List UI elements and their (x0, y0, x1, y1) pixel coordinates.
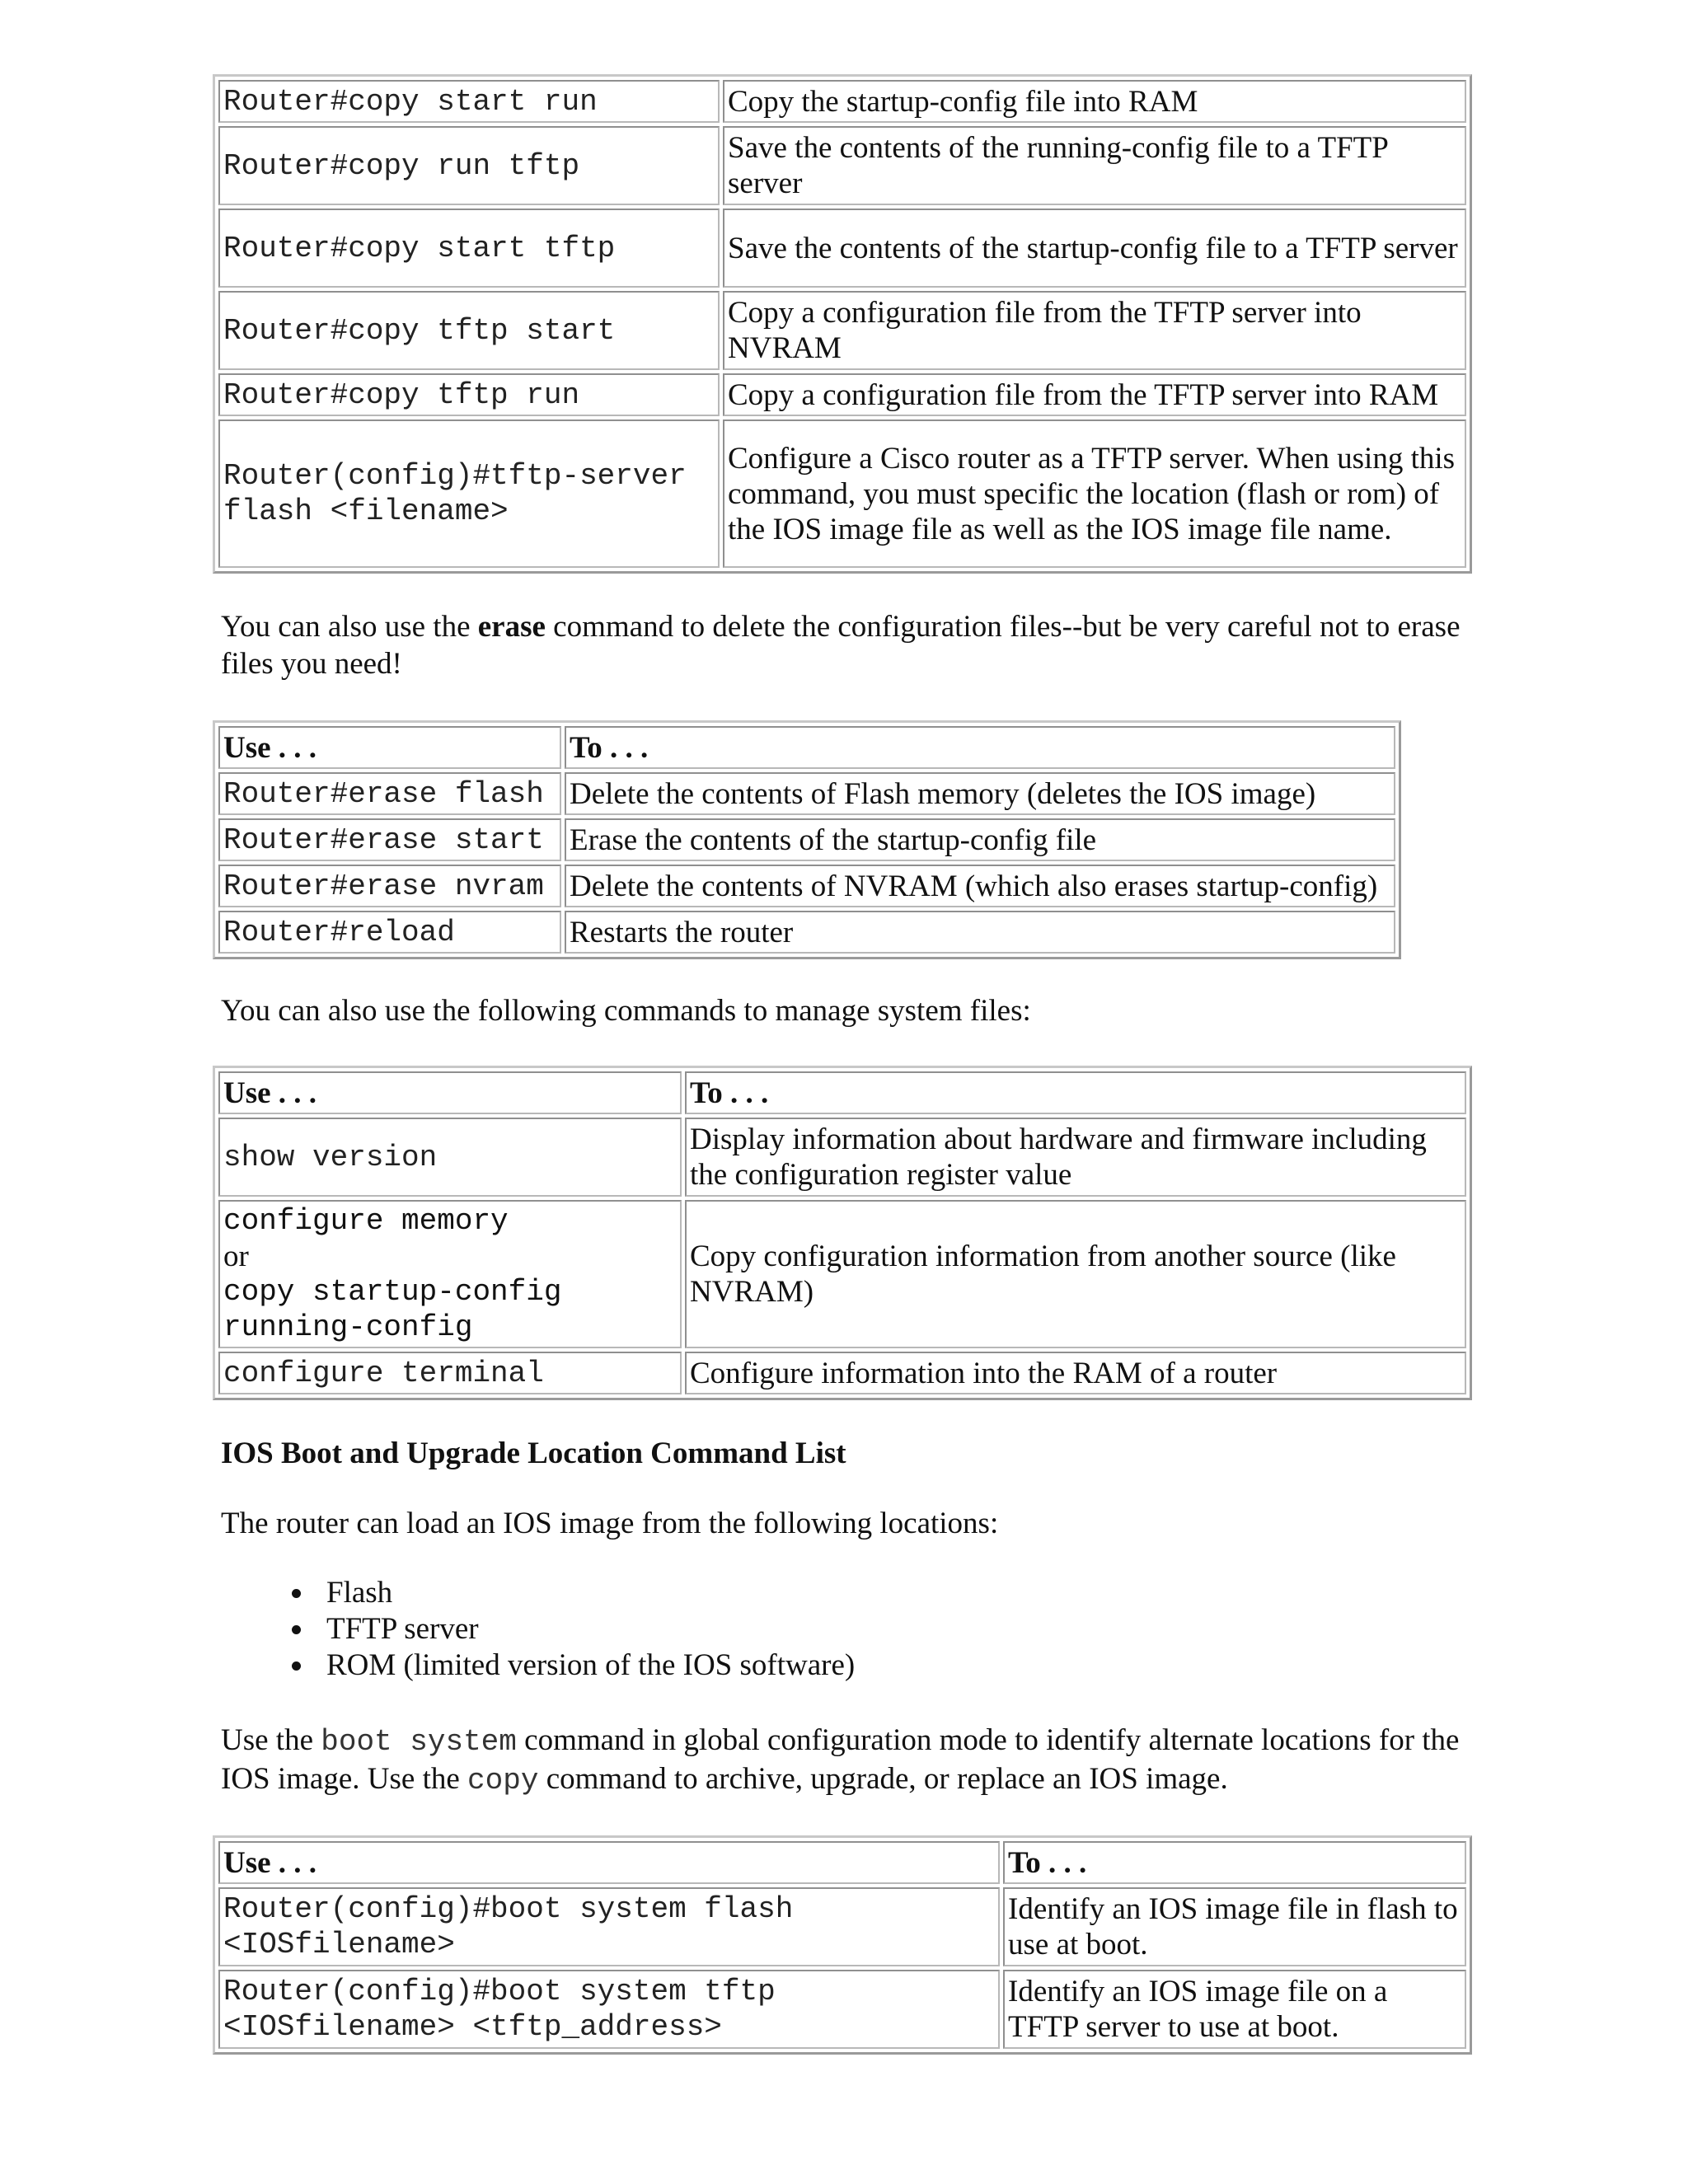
command-cell: Router#erase flash (218, 772, 561, 815)
command-line: flash <filename> (223, 494, 509, 528)
command-cell (218, 1970, 1000, 2049)
description-cell: Copy a configuration file from the TFTP server into NVRAM (723, 291, 1466, 370)
table-row (218, 818, 1395, 861)
table-header-row (218, 1071, 1466, 1114)
header-to: To . . . (685, 1071, 1466, 1114)
boot-commands-table (213, 1835, 1472, 2055)
command-cell: Router#copy start run (218, 80, 720, 123)
table-row (218, 865, 1395, 907)
or-label: or (223, 1240, 249, 1273)
header-use: Use . . . (218, 726, 561, 769)
command-cell: Router#copy tftp start (218, 291, 720, 370)
table-header-row (218, 726, 1395, 769)
description-cell: Configure a Cisco router as a TFTP server. When using this command, you must specific the location (flash or rom) of the IOS image file as well as the IOS image file name. (723, 419, 1466, 568)
boot-paragraph (213, 1722, 1482, 1799)
command-line: <IOSfilename> (223, 1928, 455, 1961)
description-cell: Delete the contents of Flash memory (deletes the IOS image) (565, 772, 1395, 815)
description-cell: Identify an IOS image file in flash to use at boot. (1003, 1887, 1466, 1966)
command-line: Router(config)#boot system tftp (223, 1975, 776, 2008)
table-row (218, 1887, 1466, 1966)
list-item: • TFTP server (315, 1611, 1482, 1647)
description-cell: Erase the contents of the startup-config file (565, 818, 1395, 861)
text-run: command to delete the configuration files--but be very careful not to erase files you need! (221, 610, 1461, 681)
table-row (218, 80, 1466, 123)
description-cell: Configure information into the RAM of a router (685, 1352, 1466, 1394)
table-row (218, 911, 1395, 954)
command-cell: Router#copy tftp run (218, 373, 720, 416)
text-run: command to archive, upgrade, or replace an IOS image. (538, 1762, 1228, 1796)
description-cell: Display information about hardware and firmware including the configuration register value (685, 1118, 1466, 1197)
erase-paragraph (213, 608, 1482, 682)
description-cell: Copy configuration information from another source (like NVRAM) (685, 1200, 1466, 1348)
text-run: Use the (221, 1723, 321, 1757)
locations-list (213, 1575, 1482, 1684)
description-cell: Restarts the router (565, 911, 1395, 954)
description-cell: Copy a configuration file from the TFTP server into RAM (723, 373, 1466, 416)
header-to: To . . . (565, 726, 1395, 769)
description-cell: Identify an IOS image file on a TFTP server to use at boot. (1003, 1970, 1466, 2049)
header-use: Use . . . (218, 1071, 682, 1114)
header-use: Use . . . (218, 1841, 1000, 1884)
description-cell: Save the contents of the startup-config file to a TFTP server (723, 209, 1466, 288)
command-line: copy startup-config (223, 1275, 562, 1309)
list-item: • ROM (limited version of the IOS software) (315, 1647, 1482, 1684)
system-files-paragraph: You can also use the following commands to manage system files: (221, 994, 1031, 1028)
command-line: configure memory (223, 1204, 509, 1238)
copy-commands-table (213, 74, 1472, 574)
text-run: command in global configuration mode to identify alternate locations for the IOS image. Use the (221, 1723, 1460, 1796)
table-row (218, 291, 1466, 370)
command-cell: Router#copy run tftp (218, 126, 720, 205)
bold-text: erase (477, 610, 546, 644)
text-run: You can also use the (221, 610, 478, 644)
table-row (218, 1970, 1466, 2049)
table-row (218, 1200, 1466, 1348)
command-line: <IOSfilename> <tftp_address> (223, 2010, 722, 2044)
description-cell: Save the contents of the running-config file to a TFTP server (723, 126, 1466, 205)
erase-commands-table (213, 720, 1401, 959)
command-cell: configure terminal (218, 1352, 682, 1394)
command-cell: Router#erase nvram (218, 865, 561, 907)
table-row (218, 1118, 1466, 1197)
inline-code: copy (467, 1764, 539, 1797)
table-row (218, 772, 1395, 815)
command-line: running-config (223, 1310, 473, 1344)
header-to: To . . . (1003, 1841, 1466, 1884)
command-cell: show version (218, 1118, 682, 1197)
command-line: Router(config)#tftp-server (223, 459, 687, 493)
system-files-table (213, 1066, 1472, 1400)
locations-paragraph: The router can load an IOS image from the following locations: (221, 1507, 999, 1540)
command-cell (218, 1887, 1000, 1966)
table-row (218, 126, 1466, 205)
inline-code: boot system (321, 1725, 517, 1759)
table-row (218, 419, 1466, 568)
section-heading: IOS Boot and Upgrade Location Command List (221, 1436, 846, 1470)
command-line: Router(config)#boot system flash (223, 1892, 794, 1926)
command-cell: Router#reload (218, 911, 561, 954)
list-item: • Flash (315, 1575, 1482, 1611)
description-cell: Copy the startup-config file into RAM (723, 80, 1466, 123)
description-cell: Delete the contents of NVRAM (which also erases startup-config) (565, 865, 1395, 907)
table-row (218, 1352, 1466, 1394)
table-header-row (218, 1841, 1466, 1884)
table-row (218, 209, 1466, 288)
table-row (218, 373, 1466, 416)
command-cell: Router#copy start tftp (218, 209, 720, 288)
command-cell (218, 419, 720, 568)
command-cell (218, 1200, 682, 1348)
document-page (213, 74, 1482, 2055)
command-cell: Router#erase start (218, 818, 561, 861)
